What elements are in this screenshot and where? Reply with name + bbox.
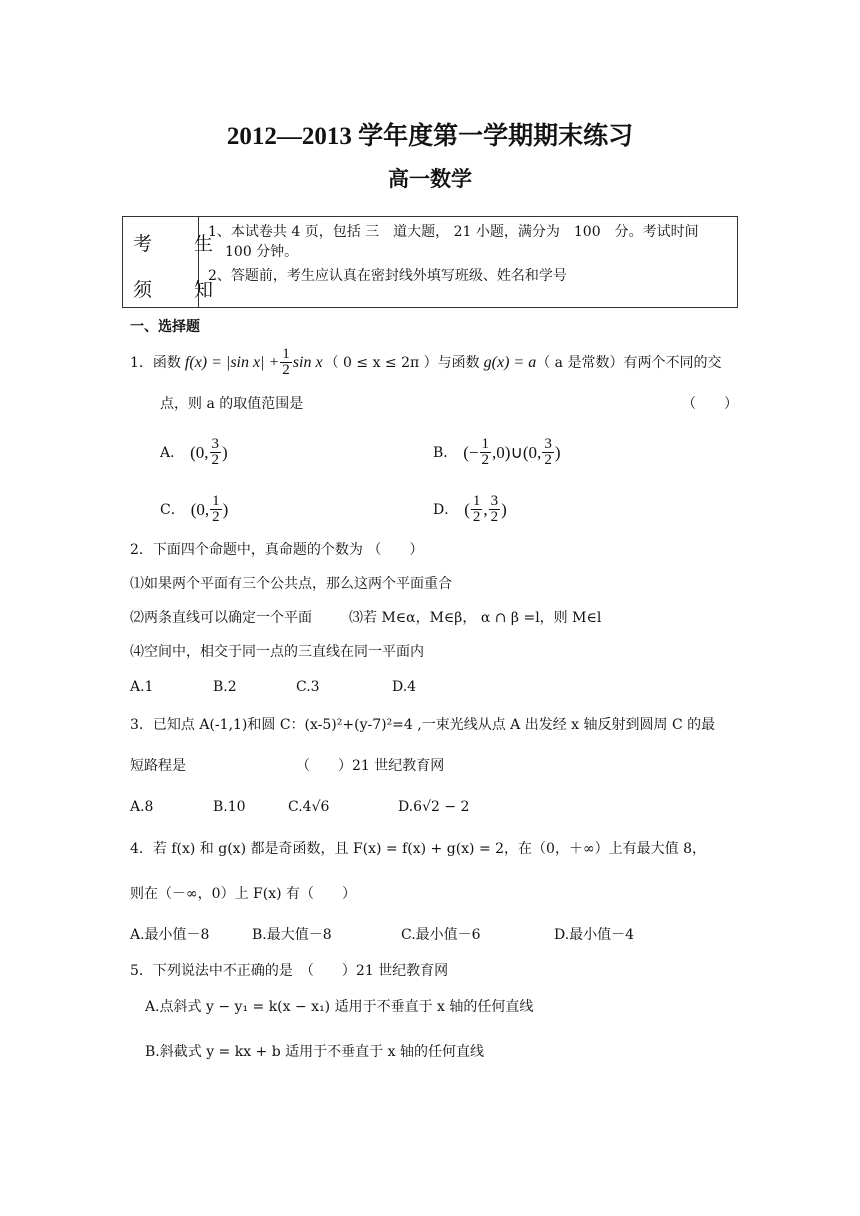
q3-option-a: A.8 — [130, 799, 154, 815]
q2-option-c: C.3 — [296, 679, 320, 695]
q5-option-a: A.点斜式 y − y₁ = k(x − x₁) 适用于不垂直于 x 轴的任何直线 — [145, 999, 534, 1015]
q1-option-b-text-1: (− — [463, 442, 479, 462]
q2-proposition-1: ⑴如果两个平面有三个公共点，那么这两个平面重合 — [130, 576, 452, 592]
page-subtitle: 高一数学 — [388, 166, 472, 191]
q1-option-b-numerator-2: 3 — [544, 436, 552, 452]
q1-option-d-fraction-1 — [471, 494, 483, 525]
question-4-line-2: 则在（－∞，0）上 F(x) 有（ ） — [130, 886, 357, 902]
q2-option-d: D.4 — [392, 679, 417, 695]
exam-notice-box — [122, 216, 738, 308]
page-title: 2012—2013 学年度第一学期期末练习 — [226, 123, 634, 150]
q1-option-c-label: C． — [160, 501, 185, 518]
q3-answer-blank: （ ）21 世纪教育网 — [296, 758, 445, 774]
q1-domain: （ 0 ≤ x ≤ 2π ）与函数 — [324, 354, 480, 371]
notice-item-1: 1、本试卷共 4 页，包括 三 道大题， 21 小题，满分为 100 分。考试时间 — [208, 224, 699, 240]
q3-option-b: B.10 — [213, 799, 246, 815]
q1-g-expression: g(x) = a — [483, 353, 537, 371]
q1-half-denominator: 2 — [282, 362, 290, 378]
question-1-line-2: 点，则 a 的取值范围是 — [160, 396, 304, 412]
q4-option-d: D.最小值－4 — [554, 927, 635, 943]
q2-option-b: B.2 — [213, 679, 237, 695]
q1-option-d-label: D． — [433, 501, 459, 518]
q1-option-a — [160, 437, 228, 468]
q1-option-c-numerator: 1 — [212, 493, 220, 509]
notice-label-line1: 考 生 — [133, 233, 232, 255]
q1-half-numerator: 1 — [282, 346, 290, 362]
q1-option-d — [433, 494, 507, 525]
q1-option-a-right: ) — [222, 442, 228, 462]
question-2-stem: 2．下面四个命题中，真命题的个数为 （ ） — [130, 542, 424, 558]
q1-option-d-denominator-1: 2 — [472, 509, 481, 525]
q5-option-b: B.斜截式 y = kx + b 适用于不垂直于 x 轴的任何直线 — [145, 1044, 484, 1060]
q1-f-expression: f(x) = |sin x| + — [184, 353, 280, 371]
question-3-line-1: 3．已知点 A(-1,1)和圆 C：(x-5)²+(y-7)²=4 ,一束光线从点 A 出发经 x 轴反射到圆周 C 的最 — [130, 717, 716, 733]
q1-option-d-text-2: ) — [501, 499, 507, 519]
q1-option-a-fraction — [210, 437, 222, 468]
notice-label-line2: 须 知 — [133, 279, 232, 301]
question-5-stem: 5．下列说法中不正确的是 （ ）21 世纪教育网 — [130, 963, 449, 979]
q2-proposition-4: ⑷空间中，相交于同一点的三直线在同一平面内 — [130, 644, 424, 660]
q2-proposition-3: ⑶若 M∈α，M∈β， α ∩ β =l，则 M∈l — [349, 610, 602, 626]
q4-option-b: B.最大值－8 — [252, 927, 332, 943]
q1-option-b-fraction-1 — [480, 437, 492, 468]
question-3-line-2: 短路程是 — [130, 758, 186, 774]
q1-option-d-fraction-2 — [489, 494, 501, 525]
q1-option-c-fraction — [210, 494, 222, 525]
q1-option-b-text-3: ) — [554, 442, 561, 462]
notice-item-1-cont: 100 分钟。 — [225, 244, 299, 260]
question-4-line-1: 4．若 f(x) 和 g(x) 都是奇函数，且 F(x) = f(x) + g(x) = 2，在（0，＋∞）上有最大值 8， — [130, 841, 706, 857]
q1-option-a-denominator: 2 — [211, 452, 220, 468]
q1-option-c — [160, 494, 228, 525]
q1-half-fraction — [280, 347, 292, 378]
q1-option-a-numerator: 3 — [211, 436, 220, 452]
q1-option-c-text-1: (0, — [190, 499, 210, 519]
q2-option-a: A.1 — [130, 679, 154, 695]
q1-option-b-text-2: ,0)∪(0, — [492, 442, 542, 462]
q1-option-b — [433, 437, 560, 468]
q1-option-b-denominator-1: 2 — [481, 452, 490, 468]
q1-option-d-denominator-2: 2 — [490, 509, 499, 525]
q1-option-b-numerator-1: 1 — [481, 436, 490, 452]
q1-option-b-fraction-2 — [542, 437, 554, 468]
q1-option-b-denominator-2: 2 — [544, 452, 552, 468]
q4-option-a: A.最小值－8 — [130, 927, 210, 943]
q1-option-d-text-1: ( — [464, 499, 470, 519]
question-1-line-1 — [130, 347, 721, 378]
q1-answer-blank: （ ） — [682, 396, 738, 412]
q3-option-c: C.4√6 — [288, 799, 330, 815]
q1-option-a-label: A． — [160, 444, 185, 461]
q4-option-c: C.最小值－6 — [401, 927, 481, 943]
q1-option-d-numerator-1: 1 — [472, 493, 481, 509]
q1-prefix: 1．函数 — [130, 354, 181, 371]
q1-option-d-separator: , — [483, 499, 488, 519]
q1-option-d-numerator-2: 3 — [490, 493, 499, 509]
q2-proposition-2: ⑵两条直线可以确定一个平面 — [130, 610, 312, 626]
q1-option-b-label: B． — [433, 444, 458, 461]
q1-option-c-denominator: 2 — [212, 509, 220, 525]
section-heading: 一、选择题 — [130, 319, 200, 335]
q1-option-c-text-2: ) — [222, 499, 229, 519]
notice-item-2: 2、答题前，考生应认真在密封线外填写班级、姓名和学号 — [208, 268, 567, 284]
q1-sin-x: sin x — [292, 353, 323, 371]
q1-const-note: （ a 是常数）有两个不同的交 — [536, 354, 722, 371]
q1-option-a-left: (0, — [190, 442, 209, 462]
q3-option-d: D.6√2 − 2 — [398, 799, 470, 815]
